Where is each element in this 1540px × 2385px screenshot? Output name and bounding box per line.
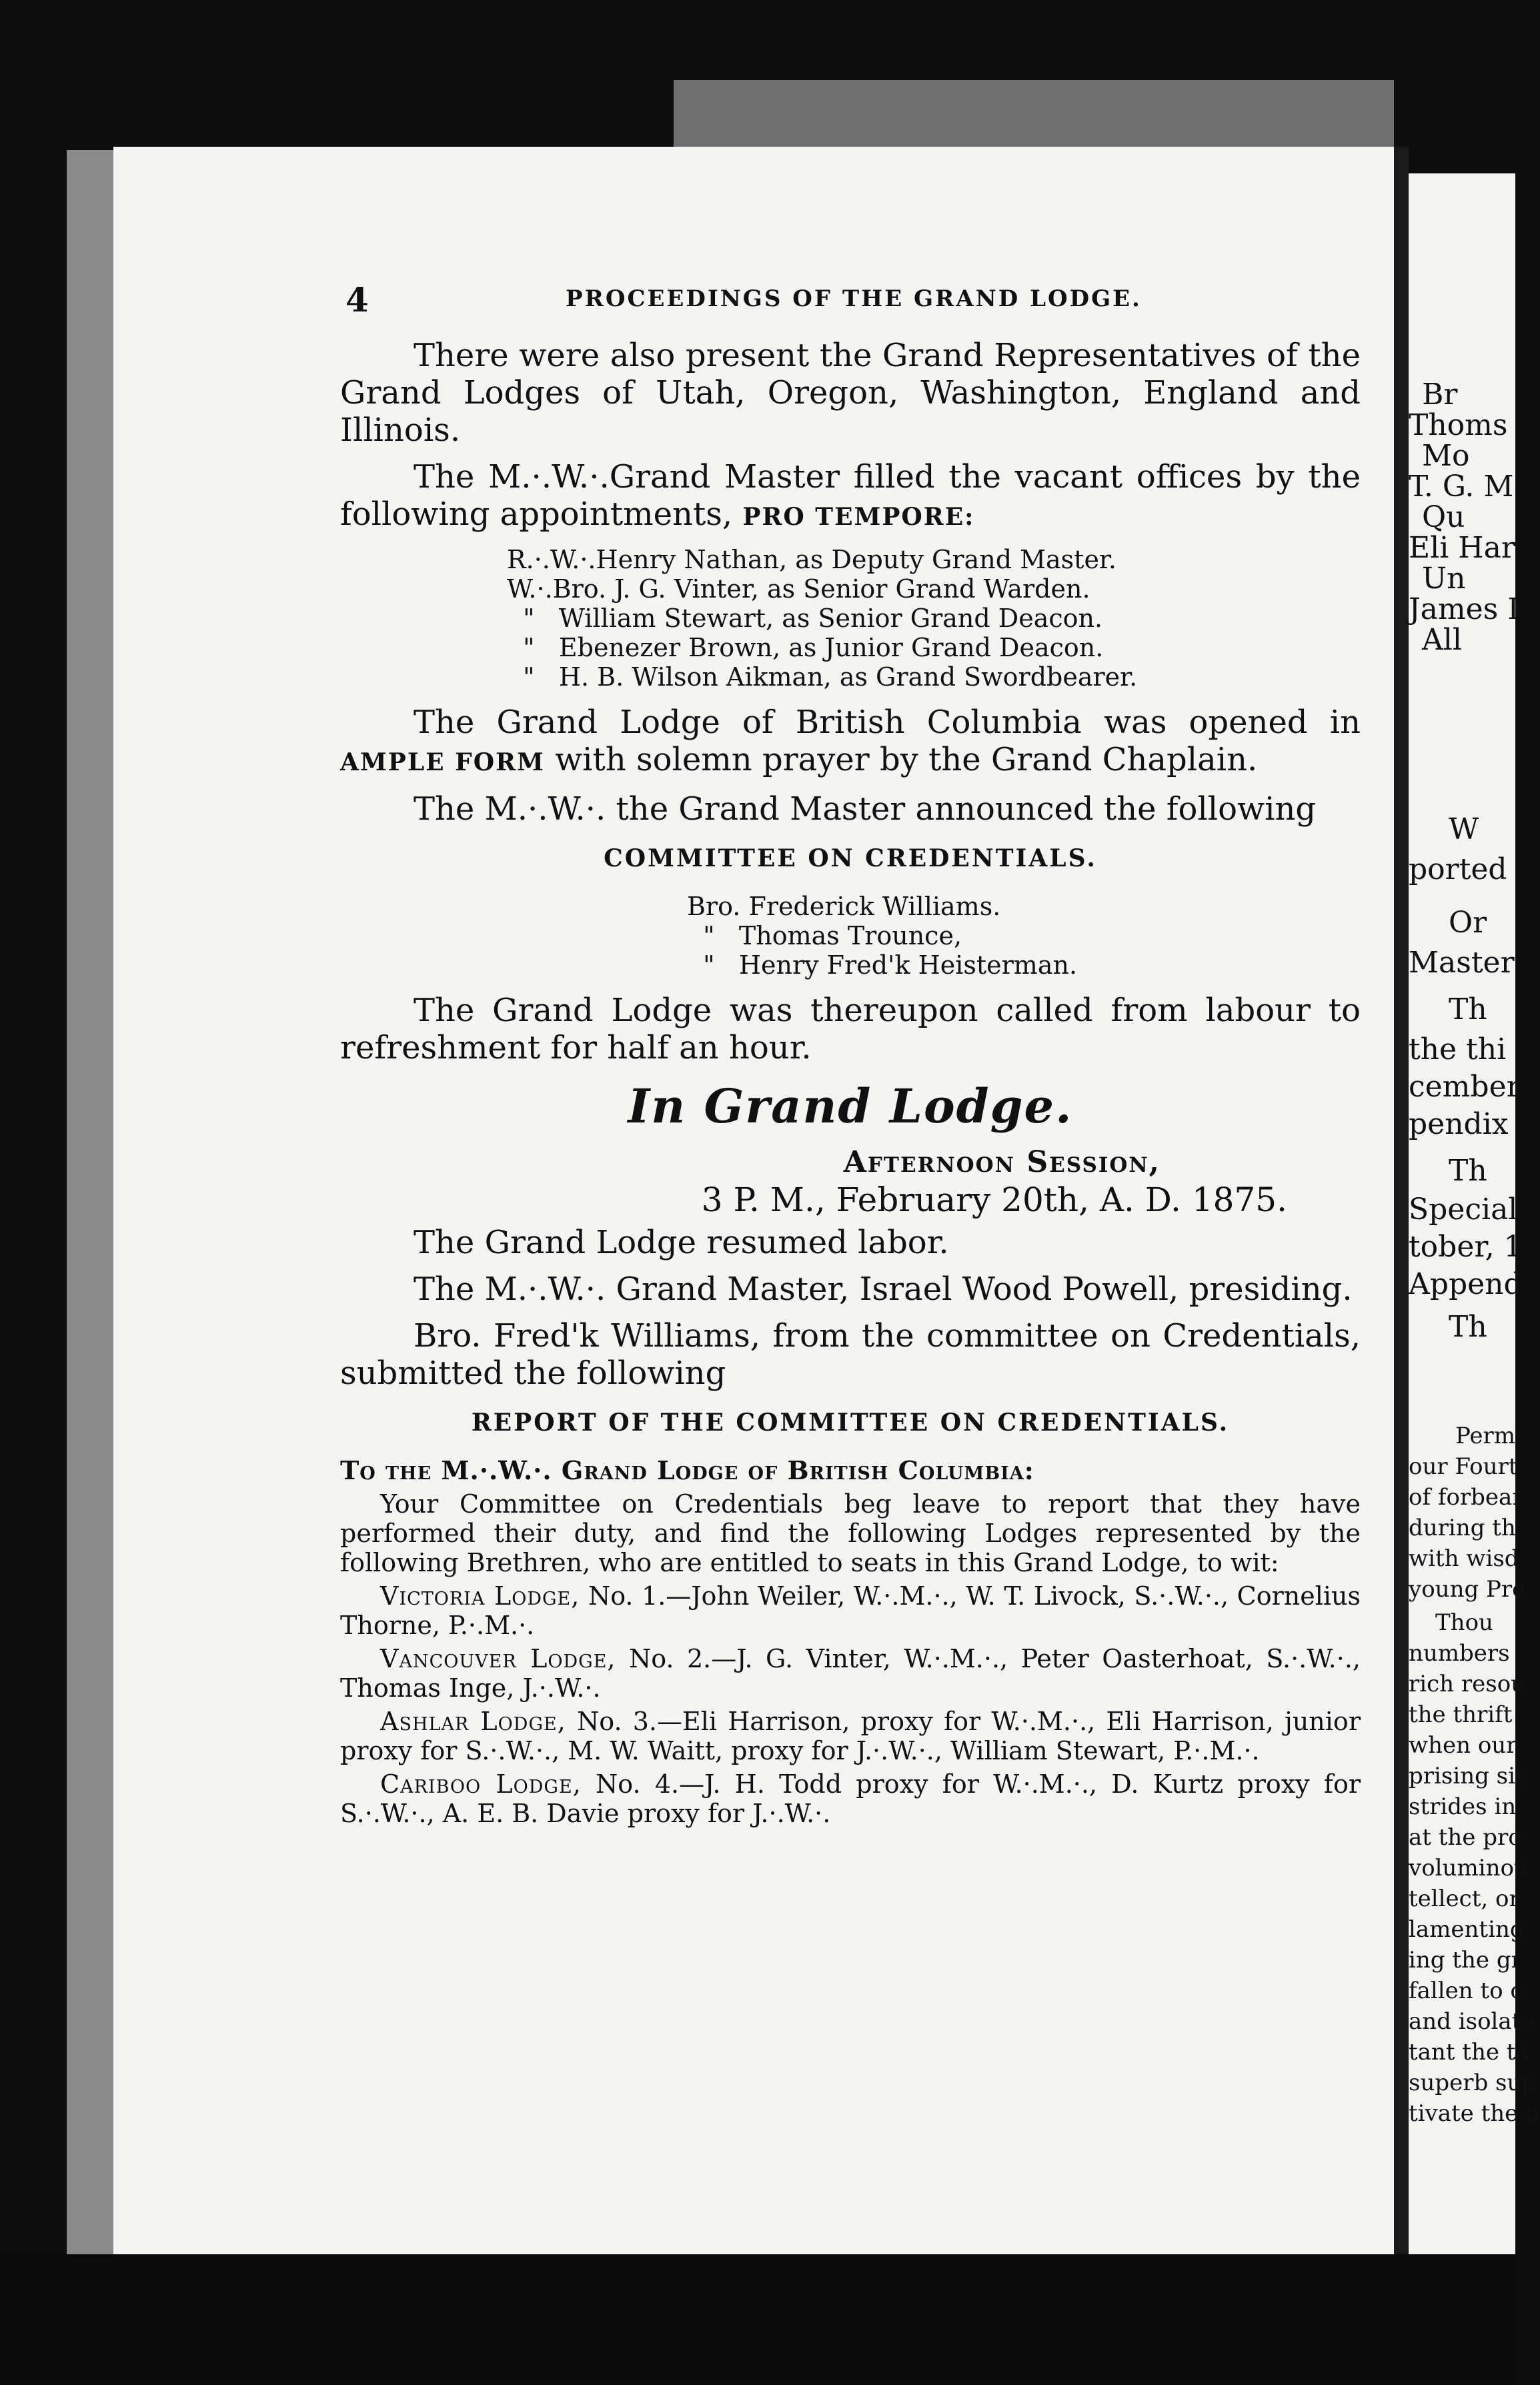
page-body bbox=[340, 337, 1361, 1832]
fragment-line: Un bbox=[1422, 562, 1466, 596]
lodge-entry: Ashlar Lodge, No. 3.—Eli Harrison, proxy for W.·.M.·., Eli Harrison, junior proxy for S.·.W.·., M. W. Waitt, proxy for J.·.W.·., William Stewart, P.·.M.·. bbox=[340, 1707, 1361, 1765]
list-item: " Henry Fred'k Heisterman. bbox=[687, 950, 1078, 980]
fragment-line: during th bbox=[1409, 1515, 1516, 1541]
list-item: " Thomas Trounce, bbox=[687, 921, 962, 950]
fragment-line: Eli Har bbox=[1409, 531, 1515, 565]
fragment-line: Master bbox=[1409, 946, 1515, 980]
report-address: To the M.·.W.·. Grand Lodge of British Columbia: bbox=[340, 1455, 1034, 1485]
list-item: " William Stewart, as Senior Grand Deacon. bbox=[507, 604, 1103, 633]
section-heading: COMMITTEE ON CREDENTIALS. bbox=[604, 844, 1097, 872]
report-heading: REPORT OF THE COMMITTEE ON CREDENTIALS. bbox=[471, 1409, 1230, 1437]
fragment-line: and isolate bbox=[1409, 2008, 1535, 2035]
fragment-line: tellect, or bbox=[1409, 1885, 1520, 1912]
fragment-line: cember bbox=[1409, 1070, 1521, 1104]
fragment-line: the thrift bbox=[1409, 1701, 1513, 1728]
paragraph: The Grand Lodge was thereupon called from labour to refreshment for half an hour. bbox=[340, 992, 1361, 1066]
fragment-line: the thi bbox=[1409, 1032, 1507, 1066]
fragment-line: ported bbox=[1409, 852, 1507, 886]
fragment-line: W bbox=[1449, 812, 1479, 846]
fragment-line: Th bbox=[1449, 1154, 1487, 1188]
paragraph: Bro. Fred'k Williams, from the committee on Credentials, submitted the following bbox=[340, 1317, 1361, 1392]
fragment-line: James I bbox=[1409, 592, 1519, 626]
fragment-line: voluminou bbox=[1409, 1855, 1529, 1881]
fragment-line: Or bbox=[1449, 906, 1487, 940]
fragment-line: prising sis bbox=[1409, 1763, 1527, 1789]
fragment-line: Thou bbox=[1435, 1609, 1493, 1636]
session-line: Afternoon Session, bbox=[843, 1145, 1161, 1179]
fragment-line: fallen to o bbox=[1409, 1977, 1524, 2004]
fragment-line: Th bbox=[1449, 1310, 1487, 1344]
lodge-entry: Victoria Lodge, No. 1.—John Weiler, W.·.M.·., W. T. Livock, S.·.W.·., Cornelius Thorne, P.·.M.·. bbox=[340, 1581, 1361, 1640]
fragment-line: superb sup bbox=[1409, 2070, 1537, 2096]
page-number: 4 bbox=[345, 280, 369, 319]
page-divider bbox=[1394, 147, 1409, 2281]
paragraph: The Grand Lodge of British Columbia was opened in AMPLE FORM with solemn prayer by the Grand Chaplain. bbox=[340, 704, 1361, 778]
fragment-line: tober, 1 bbox=[1409, 1230, 1523, 1264]
fragment-line: tant the ta bbox=[1409, 2039, 1529, 2066]
pro-tempore: PRO TEMPORE: bbox=[742, 503, 975, 531]
fragment-line: strides in bbox=[1409, 1793, 1517, 1820]
fragment-line: Th bbox=[1449, 992, 1487, 1026]
fragment-line: Thoms bbox=[1409, 408, 1508, 442]
fragment-line: numbers bbox=[1409, 1640, 1510, 1667]
running-head bbox=[345, 280, 1346, 320]
fragment-line: of forbear bbox=[1409, 1484, 1523, 1511]
page-gutter-shadow bbox=[67, 150, 113, 2254]
running-head-title: PROCEEDINGS OF THE GRAND LODGE. bbox=[566, 285, 1142, 312]
fragment-line: ing the gr bbox=[1409, 1947, 1522, 1973]
fragment-line: young Pro bbox=[1409, 1576, 1526, 1603]
ample-form: AMPLE FORM bbox=[340, 748, 545, 776]
fragment-line: Append bbox=[1409, 1267, 1523, 1301]
fragment-line: when our bbox=[1409, 1732, 1517, 1759]
fragment-line: Special bbox=[1409, 1192, 1518, 1227]
lodge-entry: Vancouver Lodge, No. 2.—J. G. Vinter, W.·.M.·., Peter Oasterhoat, S.·.W.·., Thomas Inge, J.·.W.·. bbox=[340, 1644, 1361, 1703]
committee-list bbox=[340, 892, 1361, 980]
list-item: " H. B. Wilson Aikman, as Grand Swordbearer. bbox=[507, 662, 1138, 692]
fragment-line: Mo bbox=[1422, 439, 1470, 473]
paragraph: There were also present the Grand Representatives of the Grand Lodges of Utah, Oregon, Washington, England and Illinois. bbox=[340, 337, 1361, 449]
paragraph: The M.·.W.·.Grand Master filled the vacant offices by the following appointments, PRO TEMPORE: bbox=[340, 458, 1361, 533]
section-title: In Grand Lodge. bbox=[628, 1078, 1073, 1134]
fragment-line: with wisd bbox=[1409, 1545, 1519, 1572]
list-item: R.·.W.·.Henry Nathan, as Deputy Grand Master. bbox=[507, 545, 1117, 574]
fragment-line: Qu bbox=[1422, 500, 1465, 534]
fragment-line: at the pro bbox=[1409, 1824, 1522, 1851]
fragment-line: lamenting bbox=[1409, 1916, 1525, 1943]
paragraph: The Grand Lodge resumed labor. bbox=[414, 1224, 949, 1261]
list-item: Bro. Frederick Williams. bbox=[687, 892, 1001, 921]
fragment-line: T. G. M bbox=[1409, 470, 1514, 504]
fragment-line: Perm bbox=[1455, 1423, 1515, 1449]
fragment-line: pendix bbox=[1409, 1107, 1509, 1141]
fragment-line: All bbox=[1422, 623, 1462, 657]
right-page-fragment bbox=[1409, 173, 1540, 2254]
date-line: 3 P. M., February 20th, A. D. 1875. bbox=[701, 1180, 1287, 1219]
report bbox=[340, 1456, 1361, 1828]
fragment-line: Br bbox=[1422, 377, 1458, 412]
list-item: W.·.Bro. J. G. Vinter, as Senior Grand Warden. bbox=[507, 574, 1090, 604]
lodge-entry: Cariboo Lodge, No. 4.—J. H. Todd proxy for W.·.M.·., D. Kurtz proxy for S.·.W.·., A. E. B. Davie proxy for J.·.W.·. bbox=[340, 1769, 1361, 1828]
paragraph: Your Committee on Credentials beg leave to report that they have performed their duty, and find the following Lodges represented by the following Brethren, who are entitled to seats in this Grand Lodge, to wit: bbox=[340, 1489, 1361, 1577]
paragraph: The M.·.W.·. Grand Master, Israel Wood Powell, presiding. bbox=[414, 1271, 1353, 1308]
fragment-line: rich resou bbox=[1409, 1671, 1526, 1697]
appointment-list bbox=[340, 545, 1361, 692]
paragraph: The M.·.W.·. the Grand Master announced the following bbox=[414, 790, 1317, 828]
list-item: " Ebenezer Brown, as Junior Grand Deacon. bbox=[507, 633, 1104, 662]
fragment-line: our Fourt bbox=[1409, 1453, 1518, 1480]
fragment-line: tivate the u bbox=[1409, 2100, 1540, 2127]
scan-border-bottom bbox=[0, 2254, 1515, 2385]
